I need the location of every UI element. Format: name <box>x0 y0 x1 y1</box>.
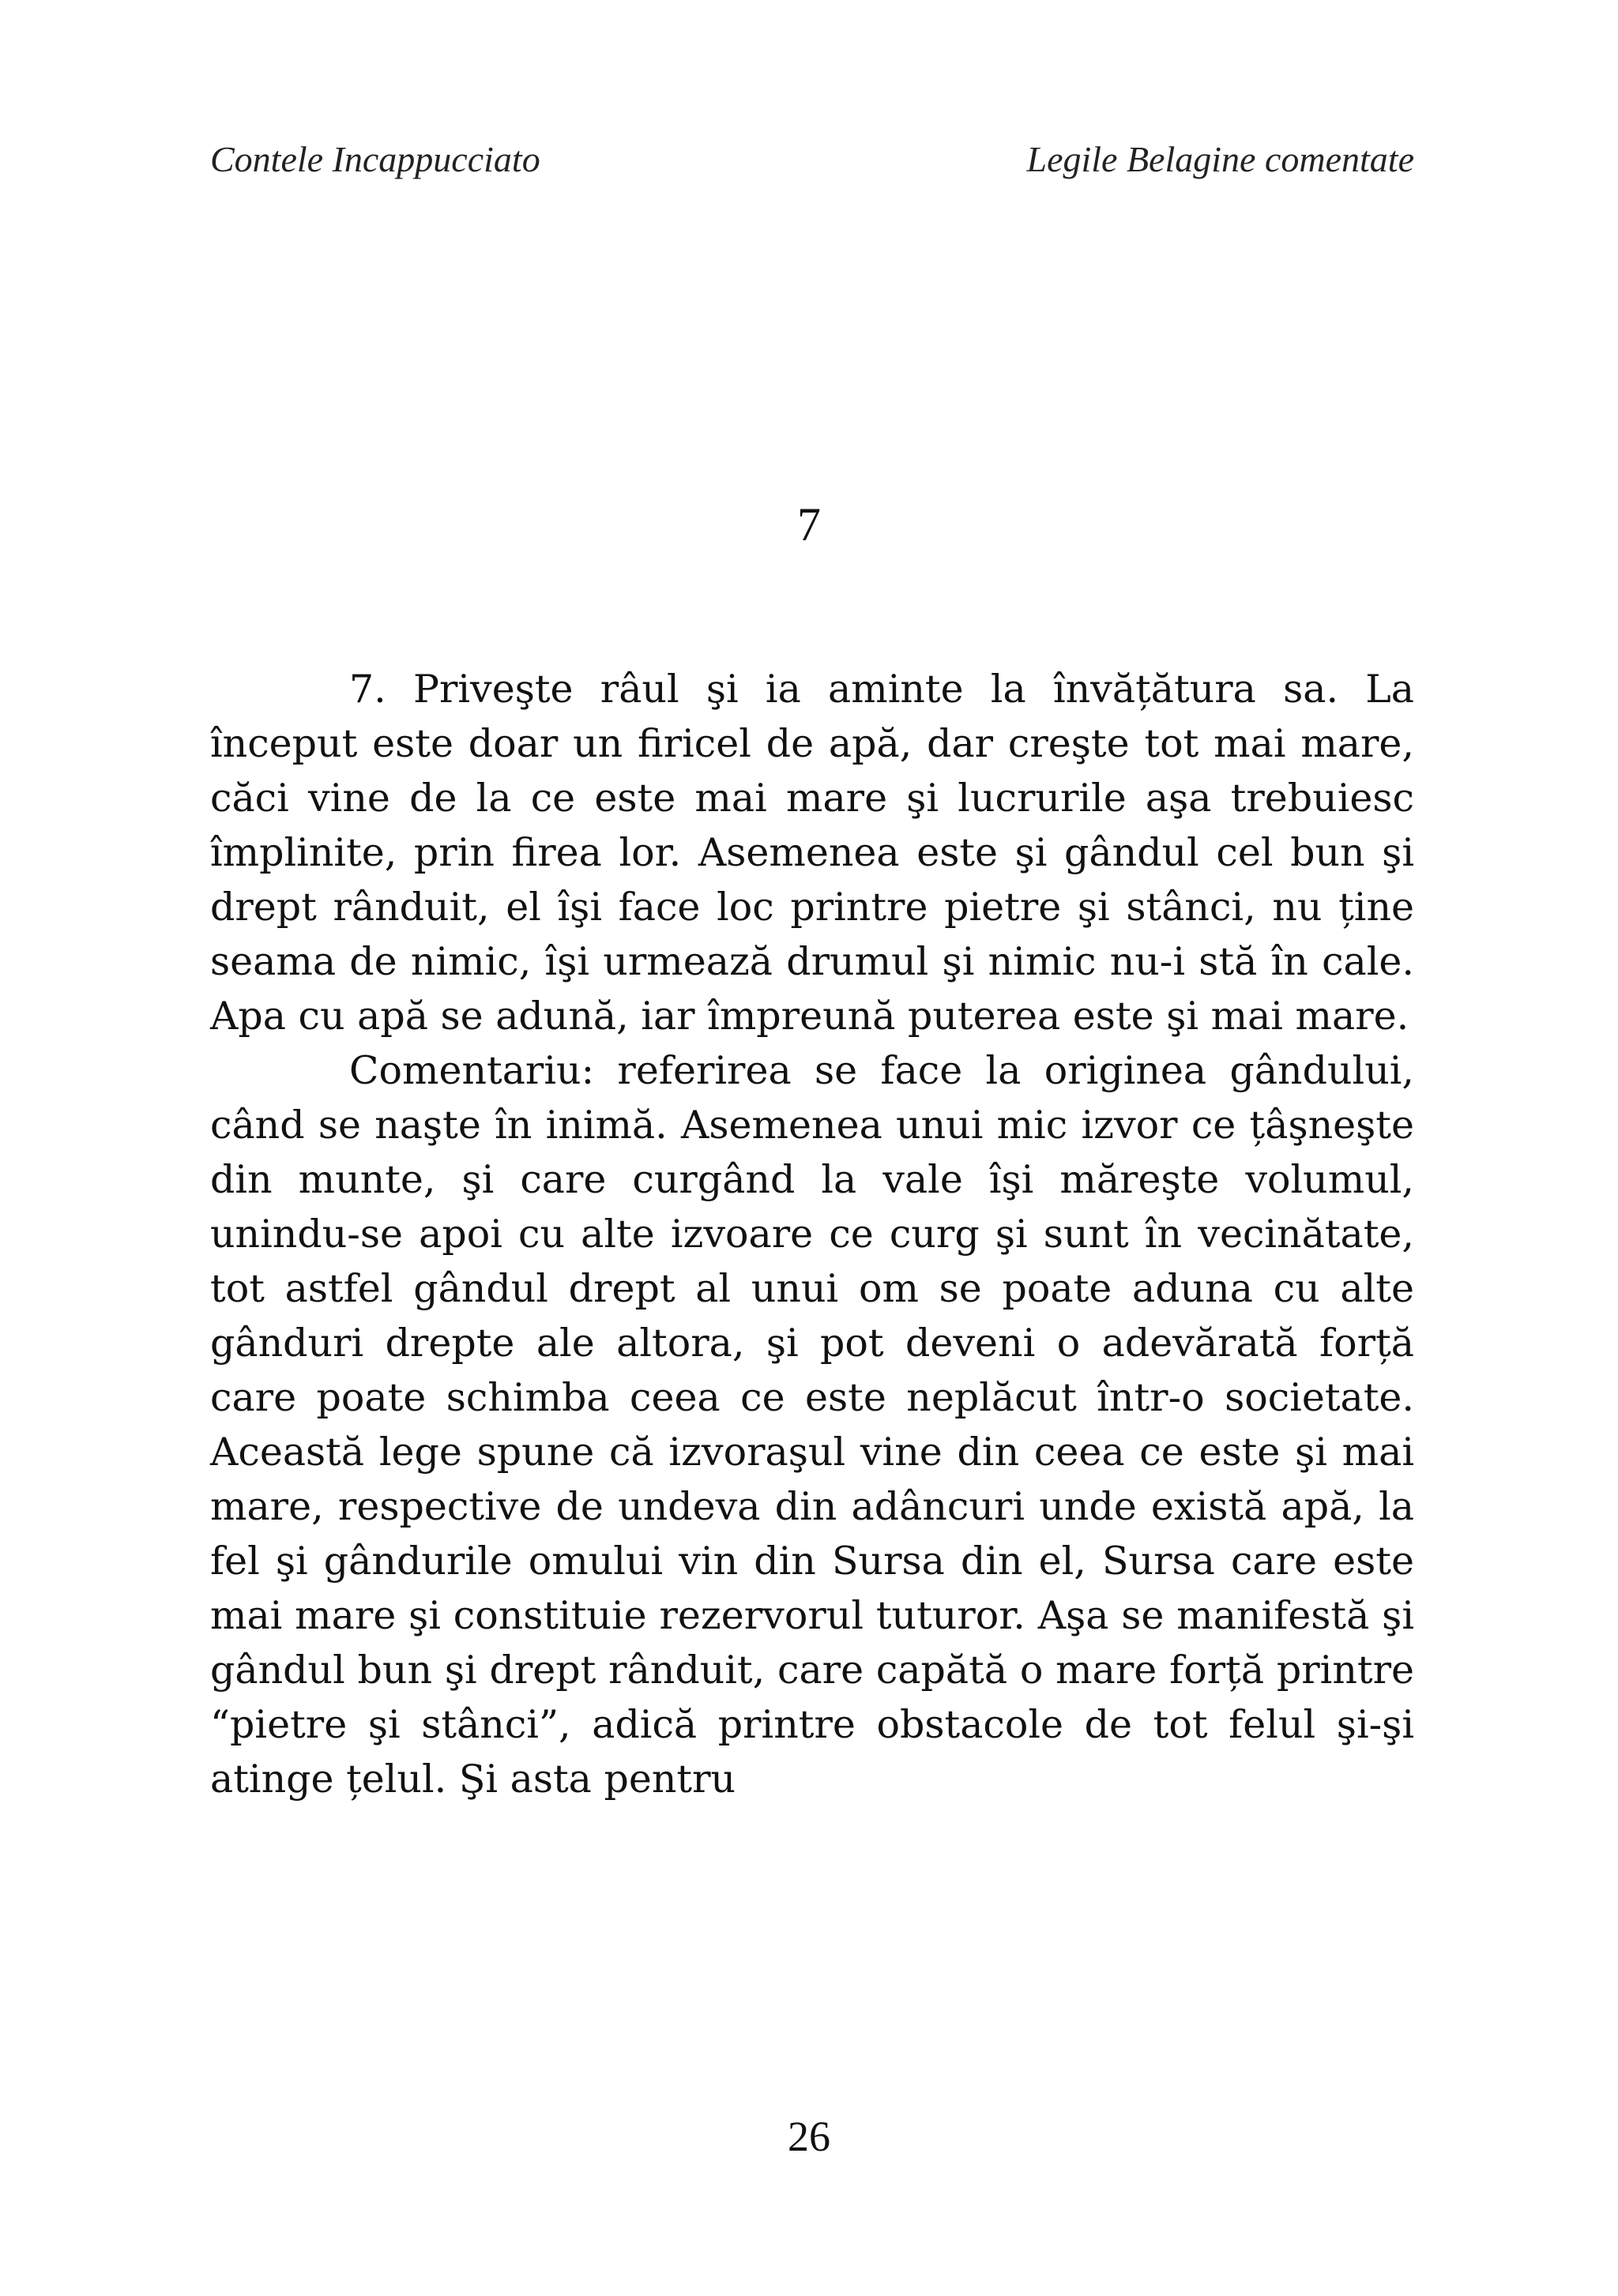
header-book-title: Legile Belagine comentate <box>1026 139 1414 179</box>
header-author: Contele Incappucciato <box>210 139 540 179</box>
chapter-number: 7 <box>797 498 821 551</box>
page-number: 26 <box>788 2113 830 2160</box>
paragraph-commentary: Comentariu: referirea se face la originea gândului, când se naşte în inimă. Asemenea unui mic izvor ce țâşneşte din munte, şi care curgând la vale îşi măreşte volumul, unindu-se apoi cu alte izvoare ce curg şi sunt în vecinătate, tot astfel gândul drept al unui om se poate aduna cu alte gânduri drepte ale altora, şi pot deveni o adevărată forță care poate schimba ceea ce este neplăcut într-o societate. Această lege spune că izvoraşul vine din ceea ce este şi mai mare, respective de undeva din adâncuri unde există apă, la fel şi gândurile omului vin din Sursa din el, Sursa care este mai mare şi constituie rezervorul tuturor. Aşa se manifestă şi gândul bun şi drept rânduit, care capătă o mare forță printre “pietre şi stânci”, adică printre obstacole de tot felul şi-şi atinge țelul. Şi asta pentru <box>210 1048 1414 1802</box>
paragraph-law: 7. Priveşte râul şi ia aminte la învățătura sa. La început este doar un firicel de apă, dar creşte tot mai mare, căci vine de la ce este mai mare şi lucrurile aşa trebuiesc împlinite, prin firea lor. Asemenea este şi gândul cel bun şi drept rânduit, el îşi face loc printre pietre şi stânci, nu ține seama de nimic, îşi urmează drumul şi nimic nu-i stă în cale. Apa cu apă se adună, iar împreună puterea este şi mai mare. <box>210 667 1414 1039</box>
running-header <box>210 136 1414 183</box>
body-text <box>210 662 1414 1806</box>
